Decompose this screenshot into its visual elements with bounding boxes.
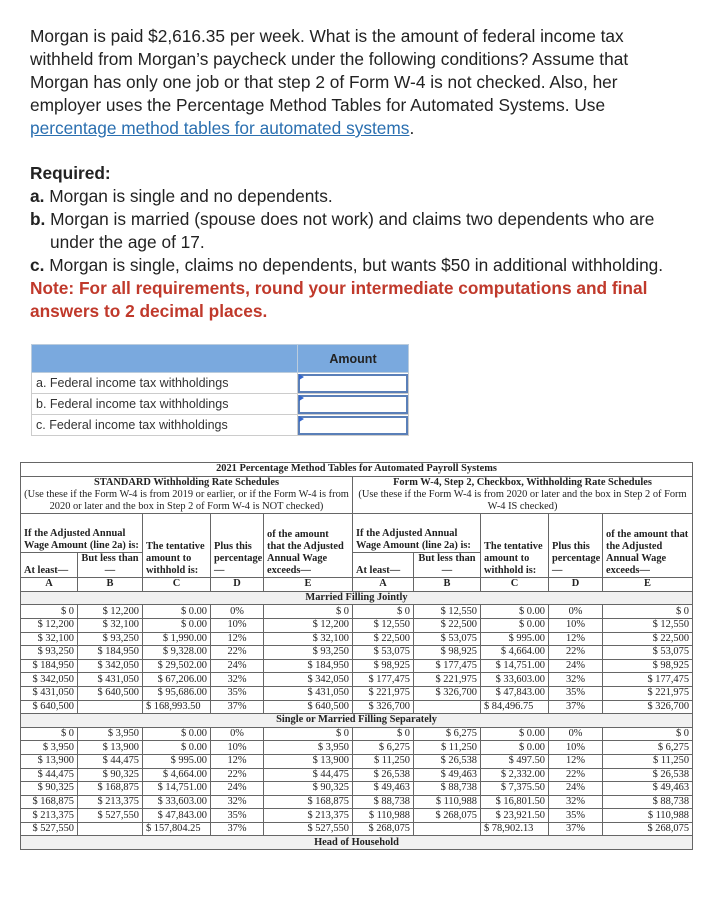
table-cell: $ 184,950	[78, 646, 143, 660]
table-cell: $ 4,664.00	[481, 646, 549, 660]
answer-input-b[interactable]	[298, 395, 408, 414]
table-cell: $ 0	[21, 727, 78, 741]
table-cell: 10%	[211, 741, 264, 755]
column-letter: C	[143, 578, 211, 592]
table-cell: 32%	[549, 795, 603, 809]
table-cell: $ 11,250	[414, 741, 481, 755]
table-cell: $ 995.00	[143, 754, 211, 768]
table-cell: $ 32,100	[21, 632, 78, 646]
standard-schedule-title: STANDARD Withholding Rate Schedules	[21, 476, 353, 489]
but-less-header: But less than—	[414, 553, 481, 578]
table-row	[21, 795, 693, 809]
table-cell: $ 44,475	[21, 768, 78, 782]
table-row	[21, 822, 693, 836]
table-cell: 32%	[549, 673, 603, 687]
table-row	[21, 686, 693, 700]
table-cell: 0%	[211, 727, 264, 741]
table-cell: $ 431,050	[78, 673, 143, 687]
table-cell: 37%	[549, 822, 603, 836]
table-cell: $ 268,075	[414, 809, 481, 823]
table-cell: $ 12,200	[264, 618, 353, 632]
table-cell: $ 98,925	[603, 659, 693, 673]
table-title: 2021 Percentage Method Tables for Automated Payroll Systems	[21, 463, 693, 477]
table-cell: $ 6,275	[603, 741, 693, 755]
column-letter: D	[549, 578, 603, 592]
answer-input-a[interactable]	[298, 374, 408, 393]
table-cell: 35%	[549, 686, 603, 700]
table-cell: $ 342,050	[78, 659, 143, 673]
table-row	[21, 754, 693, 768]
checkbox-schedule-title: Form W-4, Step 2, Checkbox, Withholding Rate Schedules	[353, 476, 693, 489]
table-cell	[414, 822, 481, 836]
table-cell: $ 213,375	[21, 809, 78, 823]
table-cell: $ 1,990.00	[143, 632, 211, 646]
table-cell: 10%	[549, 741, 603, 755]
checkbox-schedule-note: (Use these if the Form W-4 is from 2020 or later and the box in Step 2 of Form W-4 IS checked)	[353, 489, 693, 514]
column-letter: E	[603, 578, 693, 592]
table-cell: $ 0.00	[481, 727, 549, 741]
table-cell: $ 527,550	[78, 809, 143, 823]
percentage-header: Plus this percentage —	[211, 514, 264, 578]
table-cell: $ 90,325	[264, 782, 353, 796]
table-cell: $ 93,250	[78, 632, 143, 646]
table-cell: 24%	[211, 782, 264, 796]
table-cell: $ 177,475	[414, 659, 481, 673]
requirement-b: b. Morgan is married (spouse does not work) and claims two dependents who are under the age of 17.	[30, 209, 655, 252]
table-cell: $ 640,500	[78, 686, 143, 700]
table-cell: $ 44,475	[78, 754, 143, 768]
table-cell: 32%	[211, 673, 264, 687]
amount-header: Amount	[298, 345, 409, 373]
table-cell: $ 995.00	[481, 632, 549, 646]
table-cell: $ 326,700	[353, 700, 414, 714]
column-letter: A	[353, 578, 414, 592]
column-letter: D	[211, 578, 264, 592]
table-cell: $ 110,988	[603, 809, 693, 823]
table-cell: $ 22,500	[603, 632, 693, 646]
column-letter: C	[481, 578, 549, 592]
table-cell: $ 221,975	[603, 686, 693, 700]
table-row	[21, 741, 693, 755]
section-header: Married Filling Jointly	[21, 591, 693, 605]
requirement-a: a. Morgan is single and no dependents.	[30, 186, 333, 206]
table-cell: 35%	[549, 809, 603, 823]
table-cell: $ 88,738	[603, 795, 693, 809]
table-cell: $ 53,075	[353, 646, 414, 660]
table-cell: $ 4,664.00	[143, 768, 211, 782]
flag-icon	[299, 395, 304, 401]
table-row	[21, 782, 693, 796]
table-cell: $ 177,475	[353, 673, 414, 687]
table-cell: 0%	[549, 727, 603, 741]
table-cell: $ 110,988	[353, 809, 414, 823]
column-letter: B	[78, 578, 143, 592]
table-cell: $ 221,975	[414, 673, 481, 687]
tentative-header: The tentative amount to withhold is:	[143, 514, 211, 578]
table-cell: $ 640,500	[21, 700, 78, 714]
table-cell: 0%	[549, 605, 603, 619]
table-cell: 22%	[211, 768, 264, 782]
table-cell: $ 342,050	[21, 673, 78, 687]
table-cell: $ 0	[353, 605, 414, 619]
table-cell: $ 98,925	[414, 646, 481, 660]
table-row	[21, 632, 693, 646]
flag-icon	[299, 416, 304, 422]
question-block	[30, 25, 690, 323]
requirement-c: c. Morgan is single, claims no dependents, but wants $50 in additional withholding.	[30, 255, 664, 275]
table-cell: $ 213,375	[78, 795, 143, 809]
table-cell: $ 168,875	[78, 782, 143, 796]
wage-range-header: If the Adjusted Annual Wage Amount (line 2a) is:	[21, 514, 143, 553]
table-cell: $ 168,875	[21, 795, 78, 809]
table-cell: $ 32,100	[78, 618, 143, 632]
table-cell: $ 221,975	[353, 686, 414, 700]
table-cell: $ 177,475	[603, 673, 693, 687]
answer-table	[31, 344, 409, 436]
but-less-header: But less than—	[78, 553, 143, 578]
table-cell: $ 49,463	[353, 782, 414, 796]
section-header: Head of Household	[21, 836, 693, 850]
percentage-method-table	[20, 462, 692, 850]
table-cell: 12%	[211, 632, 264, 646]
table-cell: $ 6,275	[353, 741, 414, 755]
table-cell: 35%	[211, 686, 264, 700]
table-cell: $ 22,500	[353, 632, 414, 646]
exceeds-header: of the amount that the Adjusted Annual Wage exceeds—	[264, 514, 353, 578]
table-cell: 22%	[549, 646, 603, 660]
table-cell: $ 14,751.00	[143, 782, 211, 796]
tentative-header: The tentative amount to withhold is:	[481, 514, 549, 578]
table-cell: $ 16,801.50	[481, 795, 549, 809]
table-cell: 22%	[549, 768, 603, 782]
table-cell: 37%	[549, 700, 603, 714]
table-cell: $ 26,538	[603, 768, 693, 782]
table-cell: $ 33,603.00	[143, 795, 211, 809]
table-cell: 24%	[211, 659, 264, 673]
table-cell: $ 0.00	[143, 727, 211, 741]
table-row	[21, 659, 693, 673]
table-cell: $ 110,988	[414, 795, 481, 809]
table-cell: $ 213,375	[264, 809, 353, 823]
table-cell: $ 53,075	[603, 646, 693, 660]
at-least-header: At least—	[353, 553, 414, 578]
column-letter: E	[264, 578, 353, 592]
table-cell: $ 0	[264, 727, 353, 741]
table-cell: $ 0.00	[481, 618, 549, 632]
table-cell: 0%	[211, 605, 264, 619]
table-cell: $ 184,950	[21, 659, 78, 673]
column-letter: A	[21, 578, 78, 592]
table-cell: $ 14,751.00	[481, 659, 549, 673]
standard-schedule-note: (Use these if the Form W-4 is from 2019 or earlier, or if the Form W-4 is from 2020 or later and the box in Step 2 of Form W-4 is NOT checked)	[21, 489, 353, 514]
table-cell: $ 11,250	[603, 754, 693, 768]
answer-row-c: c. Federal income tax withholdings	[32, 415, 409, 436]
table-row	[21, 618, 693, 632]
table-cell: $ 49,463	[603, 782, 693, 796]
table-cell: $ 13,900	[78, 741, 143, 755]
table-cell: $ 0.00	[143, 618, 211, 632]
table-cell: $ 13,900	[264, 754, 353, 768]
column-letter: B	[414, 578, 481, 592]
table-cell: $ 0	[21, 605, 78, 619]
answer-input-c[interactable]	[298, 416, 408, 435]
table-cell: $ 431,050	[21, 686, 78, 700]
table-cell: $ 527,550	[264, 822, 353, 836]
at-least-header: At least—	[21, 553, 78, 578]
table-cell: $ 26,538	[414, 754, 481, 768]
table-cell: $ 47,843.00	[143, 809, 211, 823]
table-row	[21, 700, 693, 714]
table-cell: $ 0	[353, 727, 414, 741]
table-cell: $ 326,700	[414, 686, 481, 700]
table-cell: $ 44,475	[264, 768, 353, 782]
table-cell: $ 527,550	[21, 822, 78, 836]
table-cell: $ 3,950	[78, 727, 143, 741]
table-cell: $ 0.00	[143, 605, 211, 619]
table-cell	[78, 822, 143, 836]
table-cell: 24%	[549, 659, 603, 673]
table-cell: $ 53,075	[414, 632, 481, 646]
table-cell: 37%	[211, 822, 264, 836]
table-cell: 22%	[211, 646, 264, 660]
table-cell: $ 88,738	[353, 795, 414, 809]
table-row	[21, 809, 693, 823]
question-text: Morgan is paid $2,616.35 per week. What is the amount of federal income tax withheld from Morgan’s paycheck under the following conditions? Assume that Morgan has only one job or that step 2 of Form W-4 is not checked. Also, her employer uses the Percentage Method Tables for Automated Systems. Use percentage method tables for automated systems.	[30, 26, 629, 138]
table-cell: $ 13,900	[21, 754, 78, 768]
table-cell: $ 157,804.25	[143, 822, 211, 836]
table-cell: $ 90,325	[21, 782, 78, 796]
table-cell: $ 7,375.50	[481, 782, 549, 796]
percentage-header: Plus this percentage —	[549, 514, 603, 578]
table-cell: $ 22,500	[414, 618, 481, 632]
table-cell: 24%	[549, 782, 603, 796]
table-cell: $ 12,550	[353, 618, 414, 632]
table-cell: $ 29,502.00	[143, 659, 211, 673]
table-cell: $ 326,700	[603, 700, 693, 714]
flag-icon	[299, 374, 304, 380]
table-row	[21, 646, 693, 660]
answer-row-b: b. Federal income tax withholdings	[32, 394, 409, 415]
table-cell: $ 23,921.50	[481, 809, 549, 823]
table-cell: $ 3,950	[264, 741, 353, 755]
section-header: Single or Married Filling Separately	[21, 714, 693, 728]
table-cell: 10%	[549, 618, 603, 632]
table-cell: $ 95,686.00	[143, 686, 211, 700]
required-label: Required:	[30, 163, 111, 183]
table-cell: 32%	[211, 795, 264, 809]
table-cell: 10%	[211, 618, 264, 632]
table-row	[21, 605, 693, 619]
table-cell: 12%	[549, 632, 603, 646]
table-cell: $ 98,925	[353, 659, 414, 673]
table-cell: $ 0.00	[481, 605, 549, 619]
table-row	[21, 768, 693, 782]
table-cell: $ 47,843.00	[481, 686, 549, 700]
table-cell: $ 6,275	[414, 727, 481, 741]
table-cell: $ 640,500	[264, 700, 353, 714]
table-cell: $ 49,463	[414, 768, 481, 782]
table-cell: $ 84,496.75	[481, 700, 549, 714]
table-cell: $ 497.50	[481, 754, 549, 768]
table-cell: $ 12,200	[21, 618, 78, 632]
exceeds-header: of the amount that the Adjusted Annual Wage exceeds—	[603, 514, 693, 578]
table-cell: $ 168,993.50	[143, 700, 211, 714]
table-cell: $ 268,075	[353, 822, 414, 836]
wage-range-header: If the Adjusted Annual Wage Amount (line 2a) is:	[353, 514, 481, 553]
table-cell: 12%	[211, 754, 264, 768]
table-cell: $ 184,950	[264, 659, 353, 673]
table-cell: $ 93,250	[21, 646, 78, 660]
table-cell: $ 88,738	[414, 782, 481, 796]
percentage-tables-link[interactable]: percentage method tables for automated systems	[30, 118, 410, 138]
table-cell	[78, 700, 143, 714]
table-cell: $ 342,050	[264, 673, 353, 687]
table-cell: $ 0	[264, 605, 353, 619]
table-cell: 12%	[549, 754, 603, 768]
table-cell: $ 12,550	[603, 618, 693, 632]
table-cell: $ 67,206.00	[143, 673, 211, 687]
table-row	[21, 727, 693, 741]
answer-row-a: a. Federal income tax withholdings	[32, 373, 409, 394]
table-cell: $ 78,902.13	[481, 822, 549, 836]
table-cell: $ 32,100	[264, 632, 353, 646]
table-cell: $ 11,250	[353, 754, 414, 768]
table-cell: $ 33,603.00	[481, 673, 549, 687]
table-cell: $ 0.00	[481, 741, 549, 755]
table-cell: $ 268,075	[603, 822, 693, 836]
rounding-note: Note: For all requirements, round your intermediate computations and final answers to 2 decimal places.	[30, 278, 648, 321]
table-cell: $ 90,325	[78, 768, 143, 782]
table-row	[21, 673, 693, 687]
table-cell: $ 2,332.00	[481, 768, 549, 782]
table-cell: $ 93,250	[264, 646, 353, 660]
table-cell: $ 12,550	[414, 605, 481, 619]
table-cell: $ 431,050	[264, 686, 353, 700]
table-cell: $ 9,328.00	[143, 646, 211, 660]
table-cell: $ 0	[603, 727, 693, 741]
table-cell	[414, 700, 481, 714]
table-cell: $ 168,875	[264, 795, 353, 809]
table-cell: $ 0.00	[143, 741, 211, 755]
table-cell: 37%	[211, 700, 264, 714]
table-cell: $ 0	[603, 605, 693, 619]
table-cell: $ 12,200	[78, 605, 143, 619]
table-cell: 35%	[211, 809, 264, 823]
table-cell: $ 3,950	[21, 741, 78, 755]
table-cell: $ 26,538	[353, 768, 414, 782]
